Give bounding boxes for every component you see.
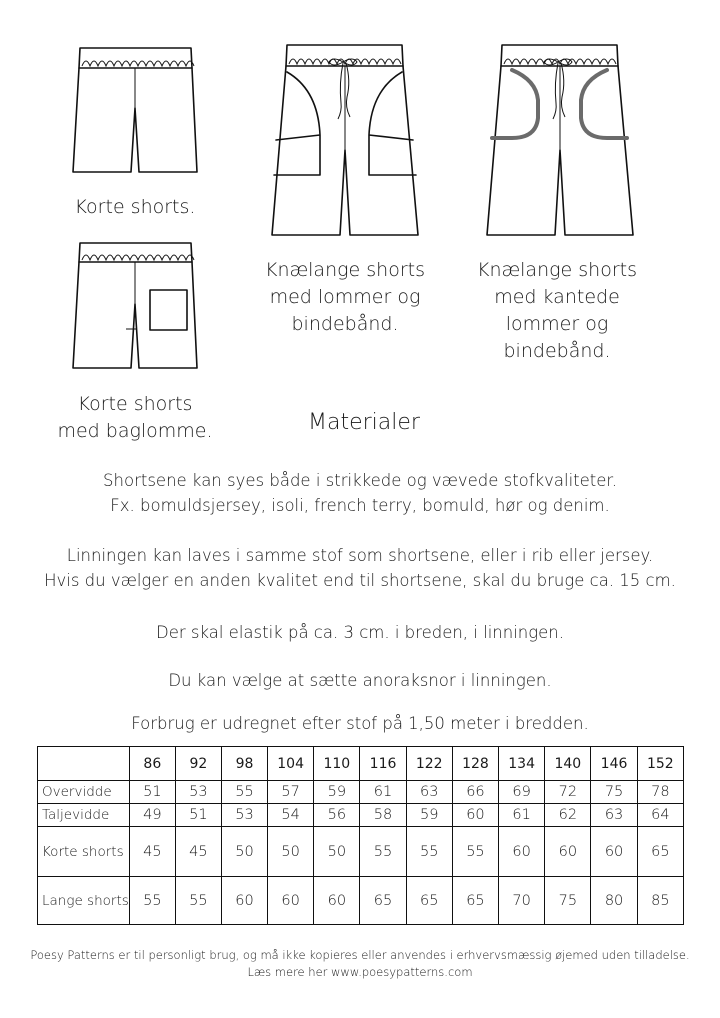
table-cell: 55 (406, 827, 452, 877)
row-label: Taljevidde (38, 804, 130, 827)
table-cell: 55 (221, 781, 267, 804)
table-cell: 80 (591, 877, 637, 925)
short-shorts-drawing (73, 48, 197, 172)
table-cell: 60 (591, 827, 637, 877)
size-header-cell: 110 (314, 747, 360, 781)
size-header-cell: 152 (637, 747, 683, 781)
caption-line: bindebånd. (291, 313, 399, 335)
caption-line: lommer og (505, 313, 609, 335)
table-cell: 45 (129, 827, 175, 877)
table-cell: 61 (360, 781, 406, 804)
table-cell: 54 (268, 804, 314, 827)
table-row (38, 781, 684, 804)
website-link[interactable]: Læs mere her www.poesypatterns.com (247, 965, 473, 979)
size-header-cell: 140 (545, 747, 591, 781)
short-shorts-back-pocket-drawing (73, 243, 197, 368)
size-header-cell: 128 (452, 747, 498, 781)
table-cell: 51 (175, 804, 221, 827)
table-cell: 63 (591, 804, 637, 827)
caption-line: Korte shorts (77, 393, 193, 415)
table-cell: 57 (268, 781, 314, 804)
table-row (38, 877, 684, 925)
caption-knee-shorts-trimmed-pockets (462, 257, 652, 365)
materials-paragraph-elastic: Der skal elastik på ca. 3 cm. i breden, i linningen. (155, 623, 565, 642)
table-cell: 53 (175, 781, 221, 804)
table-row (38, 804, 684, 827)
table-cell: 56 (314, 804, 360, 827)
caption-short-shorts: Korte shorts. (74, 196, 196, 218)
size-header-cell: 98 (221, 747, 267, 781)
table-cell: 61 (499, 804, 545, 827)
table-cell: 78 (637, 781, 683, 804)
table-cell: 55 (452, 827, 498, 877)
table-row (38, 827, 684, 877)
table-cell: 60 (221, 877, 267, 925)
table-cell: 60 (545, 827, 591, 877)
materials-paragraph-waistband: Linningen kan laves i samme stof som shortsene, eller i rib eller jersey. Hvis du vælger en anden kvalitet end til shortsene, skal du bruge ca. 15 cm. (44, 546, 676, 590)
table-cell: 59 (314, 781, 360, 804)
caption-short-shorts-back-pocket (45, 391, 225, 445)
table-cell: 75 (591, 781, 637, 804)
knee-shorts-pockets-drawing (272, 45, 418, 235)
caption-line: Knælange shorts (265, 259, 425, 281)
table-cell: 45 (175, 827, 221, 877)
table-cell: 53 (221, 804, 267, 827)
copyright-notice: Poesy Patterns er til personligt brug, og må ikke kopieres eller anvendes i erhvervsmæssig øjemed uden tilladelse. (30, 948, 690, 962)
size-header-row (38, 747, 684, 781)
table-cell: 55 (175, 877, 221, 925)
size-header-cell: 104 (268, 747, 314, 781)
size-header-cell: 86 (129, 747, 175, 781)
table-cell: 65 (637, 827, 683, 877)
row-label: Overvidde (38, 781, 130, 804)
caption-line: med baglomme. (57, 420, 213, 442)
caption-line: med kantede (494, 286, 620, 308)
table-cell: 64 (637, 804, 683, 827)
table-cell: 51 (129, 781, 175, 804)
table-cell: 50 (268, 827, 314, 877)
table-cell: 60 (268, 877, 314, 925)
table-cell: 72 (545, 781, 591, 804)
caption-line: med lommer og (269, 286, 421, 308)
materials-paragraph-drawcord: Du kan vælge at sætte anoraksnor i linningen. (168, 671, 552, 690)
knee-shorts-trimmed-pockets-drawing (487, 45, 633, 235)
table-cell: 70 (499, 877, 545, 925)
caption-knee-shorts-pockets (250, 257, 440, 338)
table-cell: 59 (406, 804, 452, 827)
caption-line: bindebånd. (503, 340, 611, 362)
table-cell: 85 (637, 877, 683, 925)
table-cell: 65 (452, 877, 498, 925)
size-header-cell: 122 (406, 747, 452, 781)
table-cell: 60 (499, 827, 545, 877)
table-cell: 62 (545, 804, 591, 827)
table-cell: 65 (406, 877, 452, 925)
table-cell: 60 (452, 804, 498, 827)
table-cell: 60 (314, 877, 360, 925)
table-cell: 55 (129, 877, 175, 925)
table-cell: 69 (499, 781, 545, 804)
table-cell: 65 (360, 877, 406, 925)
footer (0, 947, 720, 981)
header-corner-cell (38, 747, 130, 781)
size-header-cell: 92 (175, 747, 221, 781)
row-label: Korte shorts (38, 827, 130, 877)
caption-line: Knælange shorts (477, 259, 637, 281)
table-cell: 63 (406, 781, 452, 804)
size-header-cell: 146 (591, 747, 637, 781)
materials-paragraph-consumption: Forbrug er udregnet efter stof på 1,50 meter i bredden. (131, 714, 589, 733)
size-table (37, 746, 684, 925)
table-cell: 66 (452, 781, 498, 804)
materials-heading: Materialer (308, 410, 420, 435)
size-header-cell: 116 (360, 747, 406, 781)
table-cell: 55 (360, 827, 406, 877)
row-label: Lange shorts (38, 877, 130, 925)
materials-paragraph-fabrics: Shortsene kan syes både i strikkede og vævede stofkvaliteter. Fx. bomuldsjersey, isoli, french terry, bomuld, hør og denim. (103, 471, 617, 515)
table-cell: 58 (360, 804, 406, 827)
table-cell: 50 (314, 827, 360, 877)
table-cell: 49 (129, 804, 175, 827)
table-cell: 50 (221, 827, 267, 877)
table-cell: 75 (545, 877, 591, 925)
size-header-cell: 134 (499, 747, 545, 781)
